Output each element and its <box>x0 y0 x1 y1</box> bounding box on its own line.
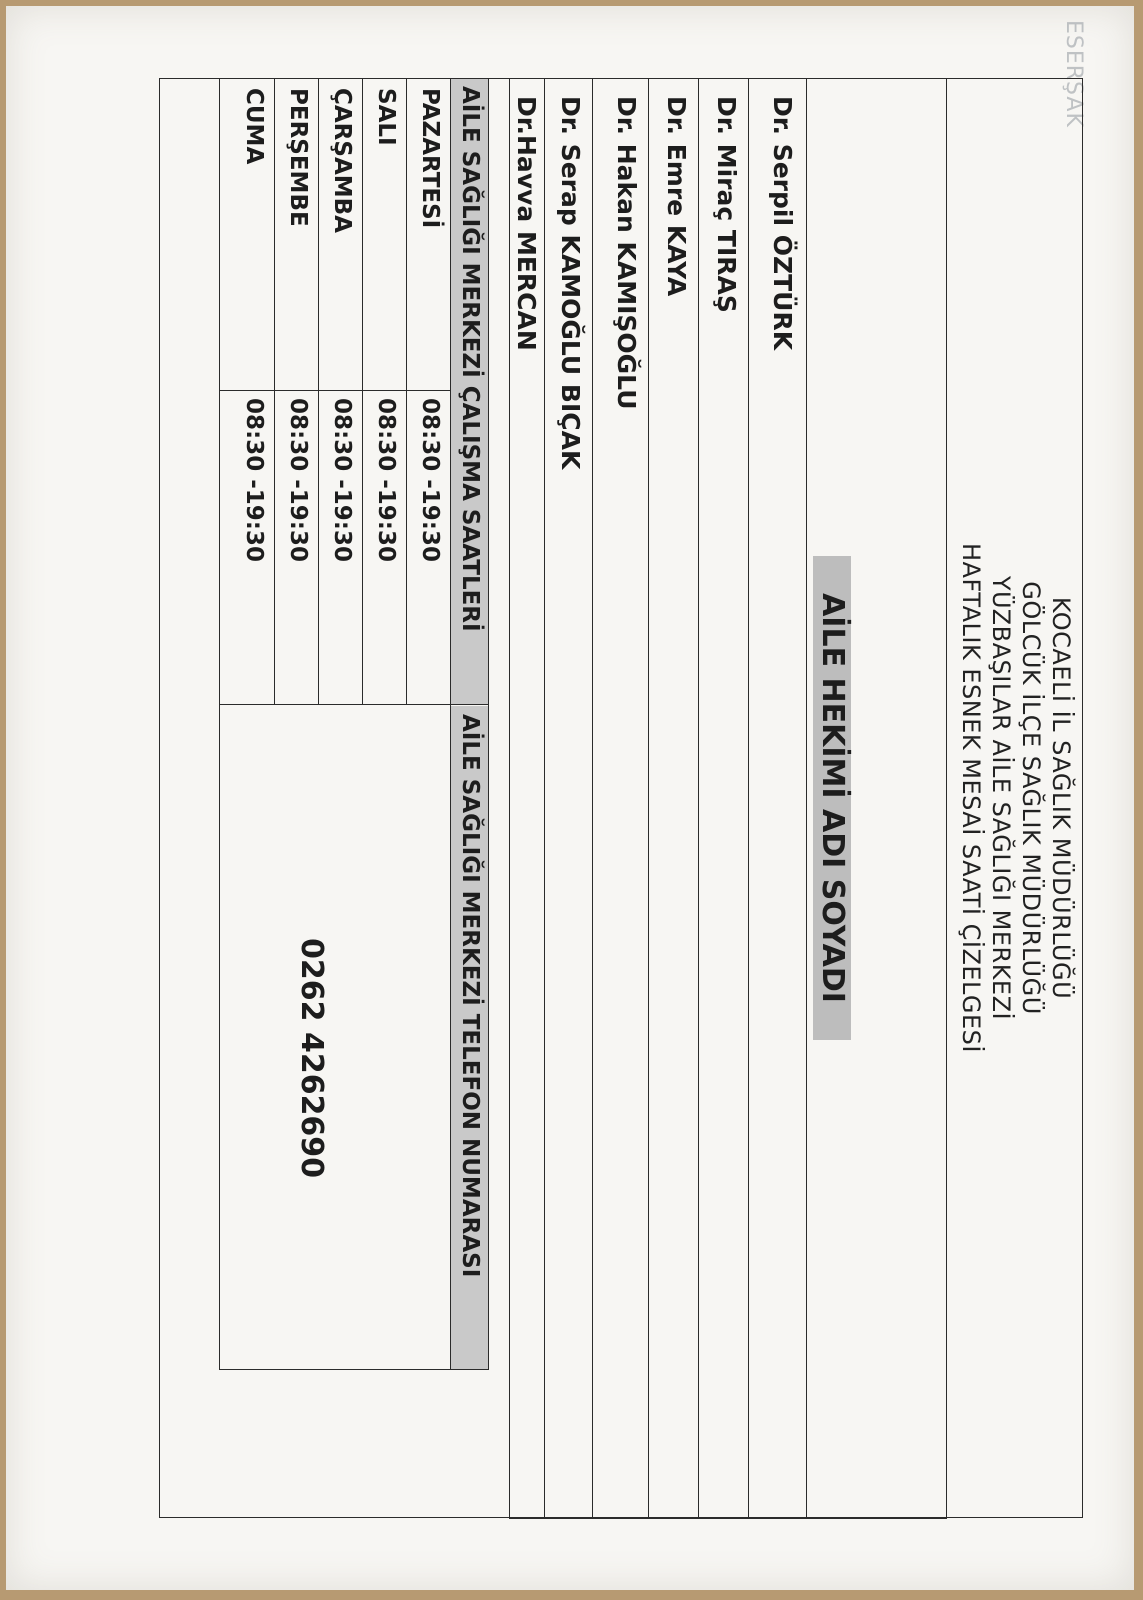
header-line-1: KOCAELİ İL SAĞLIK MÜDÜRLÜĞÜ <box>1047 596 1075 1000</box>
header-line-3: YÜZBAŞILAR AİLE SAĞLIĞI MERKEZİ <box>987 575 1015 1021</box>
hours-value: 08:30 -19:30 <box>285 398 311 562</box>
hours-table <box>219 78 489 1370</box>
doctor-name: Dr. Hakan KAMIŞOĞLU <box>612 96 641 410</box>
doctor-table-title: AİLE HEKİMİ ADI SOYADI <box>813 556 851 1040</box>
doctor-name: Dr. Miraç TIRAŞ <box>712 96 741 313</box>
day-label: CUMA <box>241 88 267 165</box>
doctor-name: Dr. Emre KAYA <box>662 96 691 297</box>
hours-value: 08:30 -19:30 <box>417 398 443 562</box>
doctor-name: Dr. Serap KAMOĞLU BIÇAK <box>556 96 585 470</box>
day-label: SALI <box>373 88 399 146</box>
header-line-2: GÖLCÜK İLÇE SAĞLIK MÜDÜRLÜĞÜ <box>1017 581 1045 1015</box>
phone-section-title: AİLE SAĞLIĞI MERKEZİ TELEFON NUMARASI <box>451 706 489 1370</box>
hours-section-title: AİLE SAĞLIĞI MERKEZİ ÇALIŞMA SAATLERİ <box>451 78 489 704</box>
header-line-4: HAFTALIK ESNEK MESAİ SAATİ ÇİZELGESİ <box>957 542 985 1053</box>
day-label: PERŞEMBE <box>285 88 311 227</box>
phone-number: 0262 4262690 <box>294 938 329 1179</box>
stamp-text: ESERŞAK <box>1061 20 1086 128</box>
hours-value: 08:30 -19:30 <box>373 398 399 562</box>
hours-value: 08:30 -19:30 <box>241 398 267 562</box>
day-label: PAZARTESİ <box>417 88 443 229</box>
hours-value: 08:30 -19:30 <box>329 398 355 562</box>
doctor-name: Dr.Havva MERCAN <box>512 96 541 351</box>
schedule-document <box>143 78 1083 1518</box>
doctor-name: Dr. Serpil ÖZTÜRK <box>768 96 797 351</box>
day-label: ÇARŞAMBA <box>329 88 355 233</box>
